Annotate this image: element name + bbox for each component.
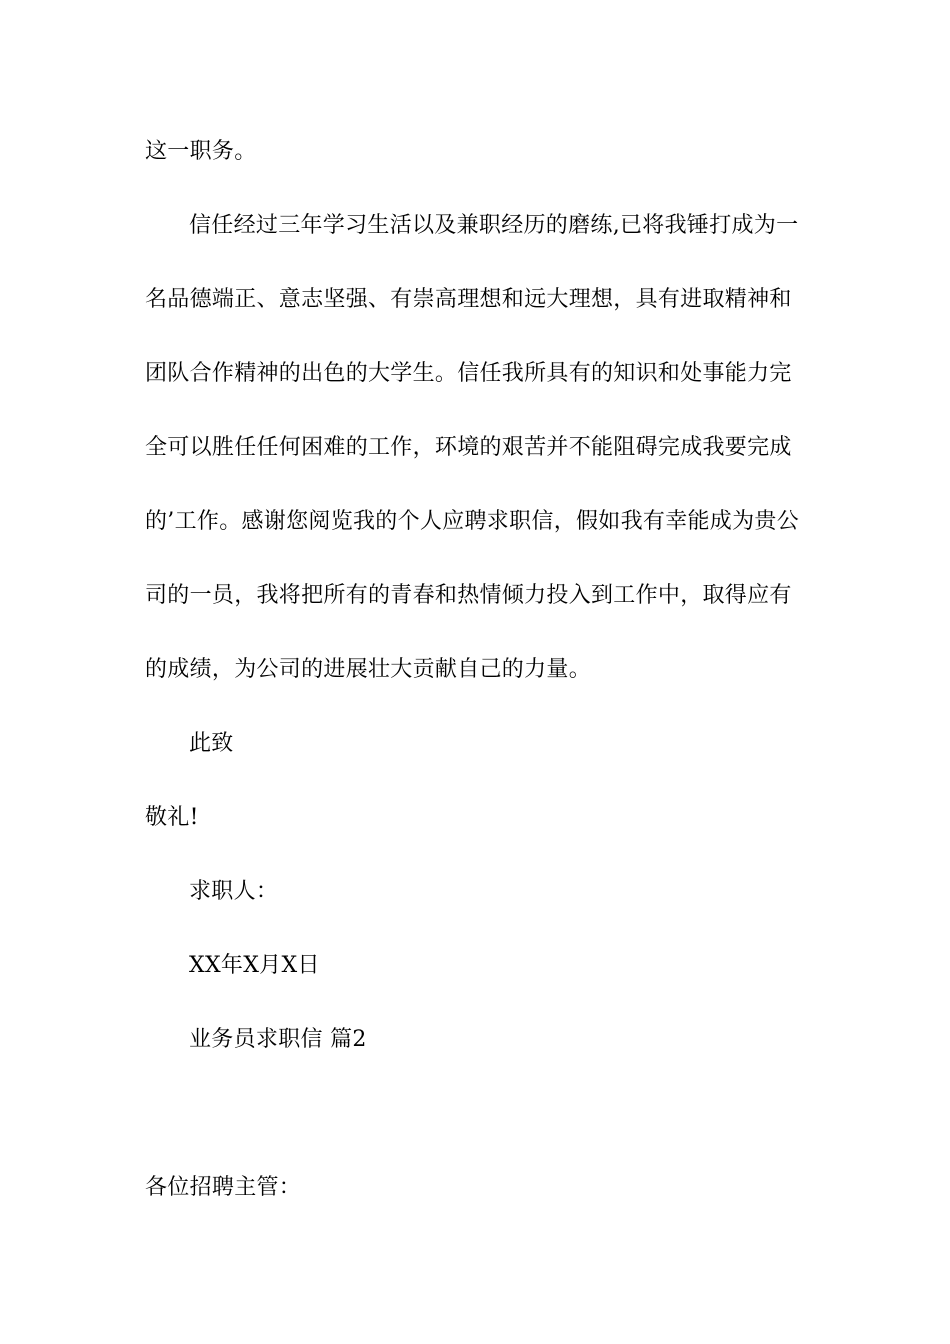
paragraph-line: 的’工作。感谢您阅览我的个人应聘求职信，假如我有幸能成为贵公 (145, 509, 799, 534)
paragraph-line: 信任经过三年学习生活以及兼职经历的磨练,已将我锤打成为一 (189, 213, 799, 238)
paragraph-line: 名品德端正、意志坚强、有崇高理想和远大理想，具有进取精神和 (145, 287, 792, 312)
signature-label: 求职人： (189, 879, 279, 904)
paragraph-line: 团队合作精神的出色的大学生。信任我所具有的知识和处事能力完 (145, 361, 792, 386)
greeting-line: 各位招聘主管： (145, 1175, 302, 1200)
date-line: XX年X月X日 (189, 953, 320, 978)
section-title: 业务员求职信 篇2 (189, 1027, 367, 1052)
paragraph-line: 全可以胜任任何困难的工作，环境的艰苦并不能阻碍完成我要完成 (145, 435, 792, 460)
closing-salutation: 此致 (189, 731, 234, 756)
paragraph-line: 这一职务。 (145, 139, 257, 164)
paragraph-line: 司的一员，我将把所有的青春和热情倾力投入到工作中，取得应有 (145, 583, 792, 608)
paragraph-line: 的成绩，为公司的进展壮大贡献自己的力量。 (145, 657, 592, 682)
closing-regards: 敬礼! (145, 805, 199, 830)
